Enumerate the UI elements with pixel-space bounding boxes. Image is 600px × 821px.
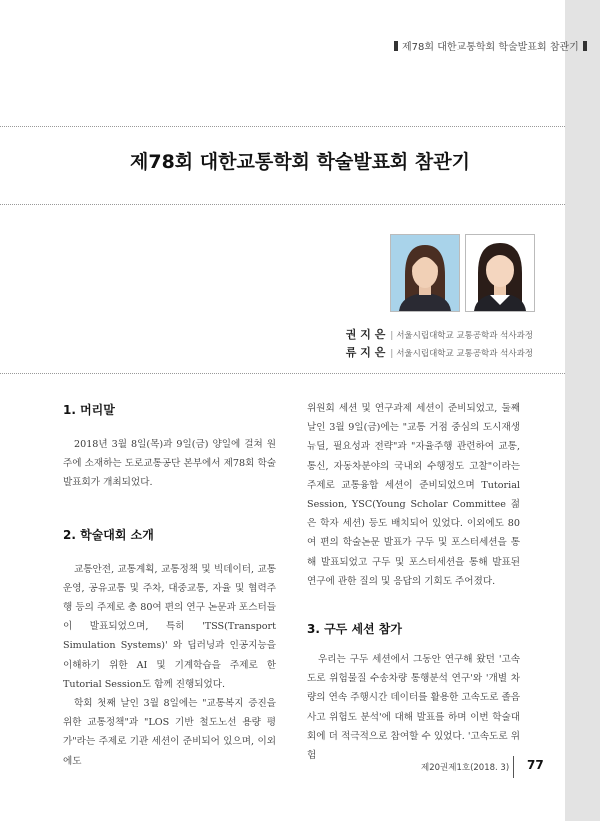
left-column	[63, 401, 276, 771]
title-divider-bottom	[0, 204, 565, 205]
author-2-affiliation: 서울시립대학교 교통공학과 석사과정	[396, 349, 533, 359]
author-1-separator: |	[390, 331, 394, 341]
footer-divider	[513, 756, 514, 778]
section-3-paragraph-1: 우리는 구두 세션에서 그동안 연구해 왔던 '고속도로 위험물질 수송차량 통행분석 연구'와 '개별 차량의 연속 주행시간 데이터를 활용한 고속도로 졸음사고 위험도 분석'에 대해 발표를 하며 이번 학술대회에 더 적극적으로 참여할 수 있었다. '고속도로 위험	[307, 654, 520, 762]
section-2-paragraph-1: 교통안전, 교통계획, 교통정책 및 빅데이터, 교통운영, 공유교통 및 주차, 대중교통, 자율 및 협력주행 등의 주제로 총 80여 편의 연구 논문과 포스터들이 발표되었으며, 특히 'TSS(Transport Simulation Systems)' 와 딥러닝과 인공지능을 이해하기 위한 AI 및 기계학습을 주제로 한 Tutorial Session도 함께 진행되었다.	[63, 563, 276, 690]
author-2-name: 류 지 은	[345, 346, 386, 359]
issue-info: 제20권제1호(2018. 3)	[421, 763, 510, 773]
author-1	[346, 326, 533, 342]
author-photo-2	[465, 234, 535, 312]
running-header-text: 제78회 대한교통학회 학술발표회 참관기	[402, 42, 579, 53]
section-1-paragraph-1: 2018년 3월 8일(목)과 9일(금) 양일에 걸쳐 원주에 소재하는 도로교통공단 본부에서 제78회 학술발표회가 개최되었다.	[63, 439, 276, 489]
running-header	[390, 38, 591, 53]
right-column	[307, 399, 520, 765]
page-number: 77	[527, 758, 544, 772]
page-title: 제78회 대한교통학회 학술발표회 참관기	[130, 151, 470, 173]
header-marker-left	[394, 41, 398, 51]
section-2-paragraph-2: 학회 첫째 날인 3월 8일에는 "교통복지 증진을 위한 교통정책"과 "LOS 기반 철도노선 용량 평가"라는 주제로 기관 세션이 준비되어 있으며, 이외에도	[63, 698, 276, 767]
section-2-heading: 2. 학술대회 소개	[63, 527, 154, 542]
body-divider	[0, 373, 565, 374]
author-2	[346, 344, 533, 360]
section-3-heading: 3. 구두 세션 참가	[307, 622, 402, 637]
title-divider-top	[0, 126, 565, 127]
side-margin-band	[565, 0, 600, 821]
author-1-name: 권 지 은	[345, 328, 386, 341]
author-2-separator: |	[390, 349, 394, 359]
header-marker-right	[583, 41, 587, 51]
section-1-heading: 1. 머리말	[63, 403, 115, 417]
right-paragraph-1: 위원회 세션 및 연구과제 세션이 준비되었고, 둘째 날인 3월 9일(금)에는 "교통 거점 중심의 도시재생 뉴딜, 필요성과 전략"과 "자율주행 관련하여 교통, 통신, 자동차분야의 국내외 수행정도 고찰"이라는 주제로 교통융합 세션이 준비되었으며 Tutorial Session, YSC(Young Scholar Committee 젊은 학자 세션) 등도 배치되어 있었다. 이외에도 80여 편의 학술논문 발표가 구두 및 포스터세션을 통해 발표되었고 구두 및 포스터세션을 통해 발표된 연구에 관한 질의 및 응답의 기회도 주어졌다.	[307, 403, 520, 587]
author-1-affiliation: 서울시립대학교 교통공학과 석사과정	[396, 331, 533, 341]
author-photo-1	[390, 234, 460, 312]
